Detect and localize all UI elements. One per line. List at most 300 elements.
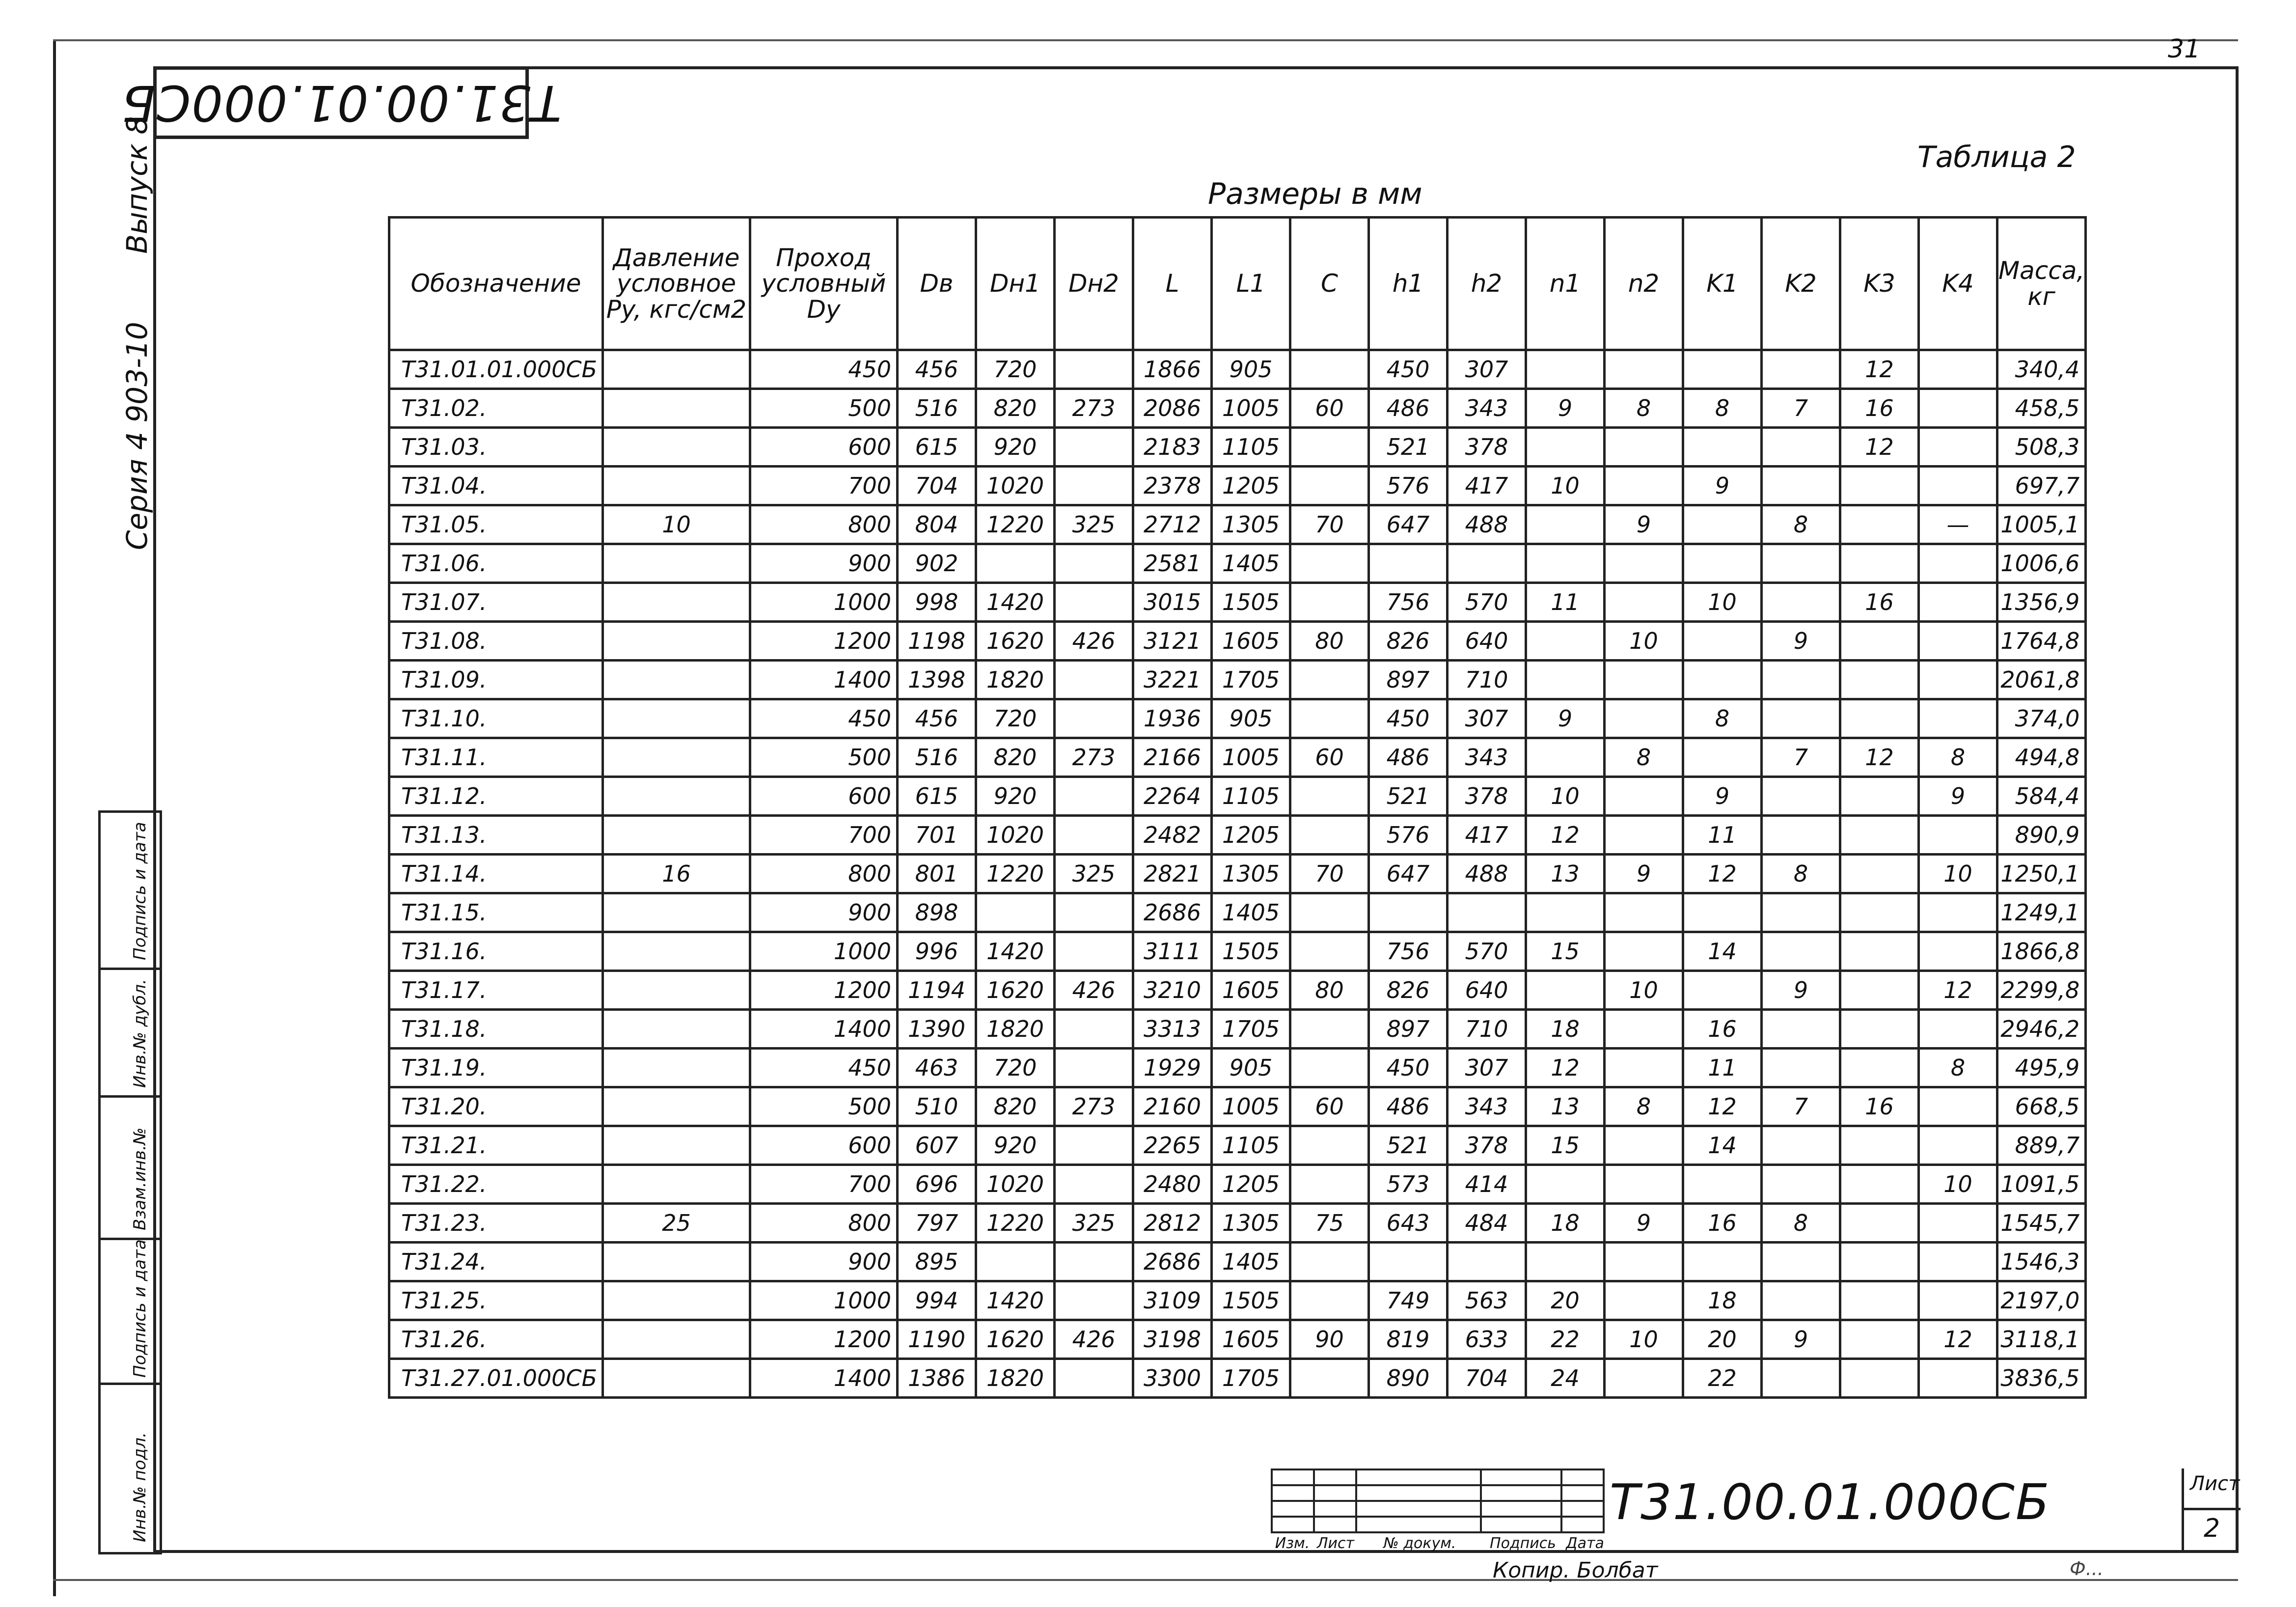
table-cell: 426 [1055, 622, 1133, 661]
table-cell: 1400 [750, 661, 898, 699]
table-cell [1683, 1243, 1762, 1281]
table-cell: 8 [1919, 738, 1997, 777]
table-cell [1762, 428, 1840, 467]
table-cell: 450 [750, 699, 898, 738]
table-cell: 1305 [1212, 505, 1290, 544]
table-cell: 20 [1526, 1281, 1605, 1320]
table-cell [1290, 1049, 1369, 1087]
table-cell: 9 [1605, 855, 1683, 893]
format-note: Ф... [2070, 1558, 2104, 1579]
table-cell: 11 [1683, 1049, 1762, 1087]
table-cell: 521 [1369, 428, 1448, 467]
table-cell: 12 [1526, 816, 1605, 855]
table-row [389, 1320, 2086, 1359]
table-cell [1840, 699, 1919, 738]
table-cell [1290, 699, 1369, 738]
table-cell: Т31.07. [389, 583, 603, 622]
table-cell [1526, 622, 1605, 661]
inverted-stamp-code: Т31.00.01.000СБ [120, 74, 562, 132]
table-row [389, 350, 2086, 389]
table-cell: 10 [1605, 971, 1683, 1010]
units-caption: Размеры в мм [1208, 177, 1422, 211]
table-cell: 494,8 [1997, 738, 2086, 777]
table-cell: 2712 [1133, 505, 1212, 544]
table-cell: 486 [1369, 1087, 1448, 1126]
table-cell: 1405 [1212, 544, 1290, 583]
table-cell [603, 1359, 750, 1398]
table-cell: 70 [1290, 505, 1369, 544]
header-cell-8: C [1290, 218, 1369, 350]
sheet-box [2182, 1468, 2241, 1553]
table-cell: 3015 [1133, 583, 1212, 622]
table-cell: 2686 [1133, 893, 1212, 932]
table-cell: 640 [1448, 971, 1526, 1010]
table-cell: Т31.05. [389, 505, 603, 544]
table-cell: 8 [1605, 738, 1683, 777]
table-cell: 13 [1526, 1087, 1605, 1126]
table-cell [1840, 1320, 1919, 1359]
table-cell: Т31.02. [389, 389, 603, 428]
table-cell: 426 [1055, 1320, 1133, 1359]
table-cell: 820 [976, 1087, 1055, 1126]
table-cell [1919, 1010, 1997, 1049]
table-cell: 668,5 [1997, 1087, 2086, 1126]
table-cell [1762, 893, 1840, 932]
strip-label-2: Инв.№ дубл. [130, 979, 150, 1088]
table-cell: 1405 [1212, 893, 1290, 932]
table-cell [1840, 1165, 1919, 1204]
table-cell [1605, 1243, 1683, 1281]
table-cell: 378 [1448, 777, 1526, 816]
table-cell: 16 [1683, 1204, 1762, 1243]
table-cell: 273 [1055, 1087, 1133, 1126]
table-cell: 563 [1448, 1281, 1526, 1320]
table-cell [1605, 816, 1683, 855]
document-code: Т31.00.01.000СБ [1610, 1473, 2050, 1531]
issue-label: Выпуск 8 [120, 116, 154, 254]
table-cell [1919, 699, 1997, 738]
table-cell: 12 [1840, 738, 1919, 777]
table-cell [1290, 1165, 1369, 1204]
header-cell-1: Давление условное Py, кгс/см2 [603, 218, 750, 350]
table-cell: 8 [1683, 389, 1762, 428]
table-cell: 1205 [1212, 816, 1290, 855]
table-cell: 9 [1605, 1204, 1683, 1243]
tb-label-doc: № докум. [1383, 1535, 1456, 1552]
table-cell [1526, 893, 1605, 932]
table-row [389, 932, 2086, 971]
table-cell: 826 [1369, 622, 1448, 661]
table-cell [1683, 738, 1762, 777]
table-cell [1840, 544, 1919, 583]
table-cell: 2581 [1133, 544, 1212, 583]
table-cell: 905 [1212, 1049, 1290, 1087]
table-cell: 1386 [898, 1359, 976, 1398]
table-cell: 417 [1448, 816, 1526, 855]
table-cell [1526, 428, 1605, 467]
header-cell-2: Проход условный Dy [750, 218, 898, 350]
table-cell [1683, 428, 1762, 467]
table-cell: Т31.22. [389, 1165, 603, 1204]
table-cell: 756 [1369, 932, 1448, 971]
table-cell: 16 [1840, 583, 1919, 622]
table-cell: 1020 [976, 816, 1055, 855]
table-cell: 463 [898, 1049, 976, 1087]
table-cell [1290, 777, 1369, 816]
sheet-divider [2184, 1508, 2241, 1510]
table-cell: 2378 [1133, 467, 1212, 505]
table-cell [603, 1320, 750, 1359]
table-cell [1762, 661, 1840, 699]
table-cell [1840, 816, 1919, 855]
table-cell: Т31.17. [389, 971, 603, 1010]
table-cell [1762, 699, 1840, 738]
table-cell: 900 [750, 893, 898, 932]
table-cell: 900 [750, 1243, 898, 1281]
table-cell: 307 [1448, 699, 1526, 738]
table-cell: 640 [1448, 622, 1526, 661]
table-cell [603, 777, 750, 816]
table-cell: 450 [1369, 699, 1448, 738]
table-cell [1840, 1204, 1919, 1243]
table-cell: 1420 [976, 932, 1055, 971]
table-row [389, 893, 2086, 932]
table-cell [603, 932, 750, 971]
table-cell [1290, 816, 1369, 855]
table-cell [1762, 1165, 1840, 1204]
table-cell: 378 [1448, 1126, 1526, 1165]
table-cell: 1705 [1212, 1359, 1290, 1398]
table-cell: 570 [1448, 583, 1526, 622]
table-cell: 1764,8 [1997, 622, 2086, 661]
table-cell: 615 [898, 428, 976, 467]
table-row [389, 1204, 2086, 1243]
side-signature-strip [98, 810, 162, 1554]
table-cell: 325 [1055, 505, 1133, 544]
table-cell: 60 [1290, 389, 1369, 428]
table-cell: 90 [1290, 1320, 1369, 1359]
table-cell: 10 [1919, 1165, 1997, 1204]
table-cell [1919, 583, 1997, 622]
table-cell: Т31.03. [389, 428, 603, 467]
table-cell: 9 [1526, 389, 1605, 428]
table-cell: 18 [1683, 1281, 1762, 1320]
header-cell-6: L [1133, 218, 1212, 350]
table-cell: 25 [603, 1204, 750, 1243]
table-cell: 16 [603, 855, 750, 893]
header-cell-7: L1 [1212, 218, 1290, 350]
table-cell [603, 738, 750, 777]
table-cell [1919, 893, 1997, 932]
table-cell: 9 [1683, 467, 1762, 505]
table-cell: 18 [1526, 1204, 1605, 1243]
table-cell: 905 [1212, 350, 1290, 389]
table-body [389, 350, 2086, 1398]
table-cell [1055, 1126, 1133, 1165]
table-cell: 1620 [976, 622, 1055, 661]
table-cell: 414 [1448, 1165, 1526, 1204]
table-cell: 1605 [1212, 622, 1290, 661]
outer-bottom-border [53, 1579, 2238, 1581]
table-cell [1448, 893, 1526, 932]
table-row [389, 777, 2086, 816]
table-cell [1290, 893, 1369, 932]
table-cell: 895 [898, 1243, 976, 1281]
table-cell: 2264 [1133, 777, 1212, 816]
table-row [389, 583, 2086, 622]
table-cell [1055, 544, 1133, 583]
table-cell: 500 [750, 389, 898, 428]
table-cell [1683, 971, 1762, 1010]
table-cell [1526, 971, 1605, 1010]
outer-left-border [53, 39, 56, 1596]
header-cell-14: K2 [1762, 218, 1840, 350]
table-cell: 9 [1683, 777, 1762, 816]
table-cell: 1250,1 [1997, 855, 2086, 893]
table-cell: 700 [750, 467, 898, 505]
table-cell: 800 [750, 855, 898, 893]
table-cell: 2812 [1133, 1204, 1212, 1243]
table-cell: Т31.11. [389, 738, 603, 777]
strip-label-5: Инв.№ подл. [130, 1432, 150, 1542]
table-cell [1290, 1281, 1369, 1320]
table-cell: 80 [1290, 971, 1369, 1010]
table-cell: 488 [1448, 505, 1526, 544]
table-cell: Т31.08. [389, 622, 603, 661]
table-row [389, 1049, 2086, 1087]
table-cell: 1400 [750, 1010, 898, 1049]
table-cell: 801 [898, 855, 976, 893]
table-cell: 9 [1762, 622, 1840, 661]
table-cell: 1420 [976, 583, 1055, 622]
table-cell: 458,5 [1997, 389, 2086, 428]
table-cell: 819 [1369, 1320, 1448, 1359]
table-row [389, 622, 2086, 661]
table-cell: Т31.12. [389, 777, 603, 816]
header-cell-3: Dв [898, 218, 976, 350]
table-cell: 12 [1840, 428, 1919, 467]
table-cell: 1194 [898, 971, 976, 1010]
series-label: Серия 4 903-10 [120, 322, 154, 550]
table-cell: 826 [1369, 971, 1448, 1010]
table-cell: 1198 [898, 622, 976, 661]
table-cell: 1356,9 [1997, 583, 2086, 622]
table-cell [1919, 1281, 1997, 1320]
table-cell [603, 544, 750, 583]
table-cell [1290, 350, 1369, 389]
table-cell: 22 [1683, 1359, 1762, 1398]
table-cell [1526, 661, 1605, 699]
table-cell: 510 [898, 1087, 976, 1126]
table-cell [1762, 1243, 1840, 1281]
table-cell: 1605 [1212, 971, 1290, 1010]
table-cell [1919, 1243, 1997, 1281]
table-cell [1919, 1126, 1997, 1165]
table-cell: 80 [1290, 622, 1369, 661]
table-cell [1605, 428, 1683, 467]
table-cell: Т31.21. [389, 1126, 603, 1165]
strip-label-1: Подпись и дата [130, 822, 150, 960]
table-cell: 9 [1526, 699, 1605, 738]
tb-label-izm: Изм. [1275, 1535, 1310, 1552]
table-row [389, 1359, 2086, 1398]
table-cell [1526, 544, 1605, 583]
table-cell [1919, 661, 1997, 699]
table-cell: 60 [1290, 738, 1369, 777]
table-cell: 3109 [1133, 1281, 1212, 1320]
table-cell [1840, 1049, 1919, 1087]
table-cell [603, 1281, 750, 1320]
table-cell [1055, 816, 1133, 855]
table-cell [1919, 816, 1997, 855]
table-cell: 797 [898, 1204, 976, 1243]
table-row [389, 467, 2086, 505]
table-cell: 1390 [898, 1010, 976, 1049]
table-cell [603, 699, 750, 738]
table-cell: 820 [976, 738, 1055, 777]
table-cell: Т31.06. [389, 544, 603, 583]
table-cell [1055, 1010, 1133, 1049]
table-cell: 1866,8 [1997, 932, 2086, 971]
table-cell: 1220 [976, 505, 1055, 544]
table-cell: 500 [750, 1087, 898, 1126]
table-cell: 749 [1369, 1281, 1448, 1320]
table-cell [1762, 932, 1840, 971]
table-cell: 1249,1 [1997, 893, 2086, 932]
table-row [389, 389, 2086, 428]
header-cell-10: h2 [1448, 218, 1526, 350]
table-cell [603, 1087, 750, 1126]
table-cell [1840, 932, 1919, 971]
table-cell: 1005 [1212, 389, 1290, 428]
table-cell: 2166 [1133, 738, 1212, 777]
table-row [389, 505, 2086, 544]
table-cell [603, 1010, 750, 1049]
table-cell [1683, 350, 1762, 389]
header-cell-0: Обозначение [389, 218, 603, 350]
table-cell: 576 [1369, 816, 1448, 855]
table-row [389, 661, 2086, 699]
table-cell [1290, 583, 1369, 622]
table-cell [1919, 389, 1997, 428]
table-cell: 273 [1055, 389, 1133, 428]
table-cell [1448, 544, 1526, 583]
table-cell [1919, 1359, 1997, 1398]
table-cell [1762, 467, 1840, 505]
table-cell: 16 [1840, 1087, 1919, 1126]
table-cell: 1405 [1212, 1243, 1290, 1281]
table-cell: 15 [1526, 932, 1605, 971]
table-cell [1055, 1243, 1133, 1281]
table-cell: 486 [1369, 389, 1448, 428]
table-cell: 3111 [1133, 932, 1212, 971]
table-cell: 488 [1448, 855, 1526, 893]
table-cell [1919, 467, 1997, 505]
table-cell: 3198 [1133, 1320, 1212, 1359]
table-cell: 1705 [1212, 1010, 1290, 1049]
table-cell: Т31.19. [389, 1049, 603, 1087]
table-cell [1840, 1010, 1919, 1049]
table-cell: 2160 [1133, 1087, 1212, 1126]
table-cell: Т31.25. [389, 1281, 603, 1320]
table-cell [603, 350, 750, 389]
table-cell: Т31.24. [389, 1243, 603, 1281]
table-cell: 2686 [1133, 1243, 1212, 1281]
table-cell: 10 [1605, 622, 1683, 661]
table-row [389, 699, 2086, 738]
table-cell: 1205 [1212, 1165, 1290, 1204]
table-cell: 700 [750, 1165, 898, 1204]
sheet-number: 2 [2204, 1514, 2220, 1543]
table-cell [1683, 544, 1762, 583]
header-cell-12: n2 [1605, 218, 1683, 350]
table-cell: 20 [1683, 1320, 1762, 1359]
table-cell: 1820 [976, 661, 1055, 699]
table-cell: 343 [1448, 738, 1526, 777]
table-cell: 374,0 [1997, 699, 2086, 738]
table-cell [1762, 1281, 1840, 1320]
table-cell: 450 [750, 1049, 898, 1087]
table-cell: 1005 [1212, 738, 1290, 777]
table-cell: 1220 [976, 1204, 1055, 1243]
table-cell: 456 [898, 350, 976, 389]
table-cell: Т31.13. [389, 816, 603, 855]
table-cell [1290, 544, 1369, 583]
table-cell [1605, 777, 1683, 816]
table-cell [1762, 350, 1840, 389]
table-cell: 1420 [976, 1281, 1055, 1320]
table-cell: 484 [1448, 1204, 1526, 1243]
table-cell: 890,9 [1997, 816, 2086, 855]
table-cell [976, 893, 1055, 932]
table-cell: 1605 [1212, 1320, 1290, 1359]
table-cell [1526, 1243, 1605, 1281]
table-cell: 1505 [1212, 1281, 1290, 1320]
table-cell: 800 [750, 505, 898, 544]
header-cell-13: K1 [1683, 218, 1762, 350]
table-cell [1605, 1010, 1683, 1049]
table-cell: 8 [1762, 505, 1840, 544]
table-cell: 3300 [1133, 1359, 1212, 1398]
table-cell: 897 [1369, 661, 1448, 699]
table-cell [1055, 1165, 1133, 1204]
table-cell [603, 893, 750, 932]
table-cell: 22 [1526, 1320, 1605, 1359]
table-cell: 7 [1762, 389, 1840, 428]
table-cell [1526, 505, 1605, 544]
table-cell: 15 [1526, 1126, 1605, 1165]
table-cell: 1546,3 [1997, 1243, 2086, 1281]
table-cell: 14 [1683, 1126, 1762, 1165]
table-row [389, 1087, 2086, 1126]
table-cell [1055, 699, 1133, 738]
table-cell: 2265 [1133, 1126, 1212, 1165]
table-cell: 18 [1526, 1010, 1605, 1049]
table-cell: 1505 [1212, 583, 1290, 622]
table-cell: 417 [1448, 467, 1526, 505]
strip-cell-1 [101, 813, 160, 970]
table-cell: 24 [1526, 1359, 1605, 1398]
table-cell: 12 [1919, 1320, 1997, 1359]
table-cell: 10 [1683, 583, 1762, 622]
table-cell [603, 1049, 750, 1087]
table-cell: 2061,8 [1997, 661, 2086, 699]
table-row [389, 816, 2086, 855]
table-cell [603, 1165, 750, 1204]
table-cell [1526, 1165, 1605, 1204]
table-cell [603, 1126, 750, 1165]
table-cell: 12 [1526, 1049, 1605, 1087]
